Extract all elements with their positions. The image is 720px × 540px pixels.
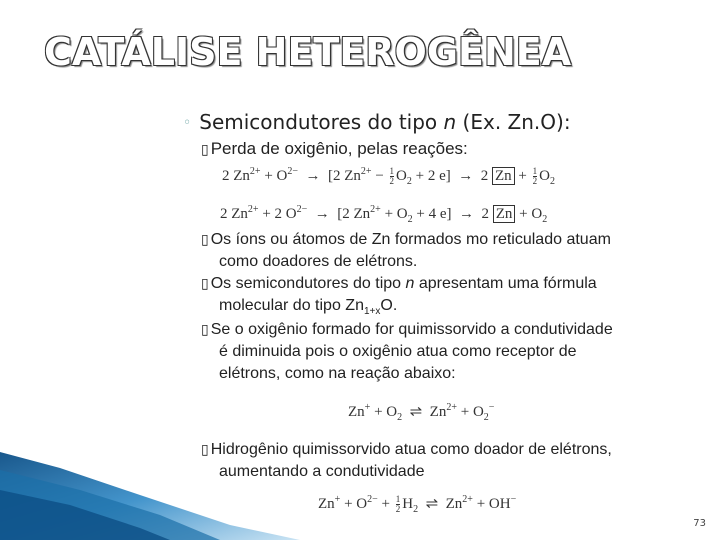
bullet-3-em: n [405, 275, 415, 292]
bullet-5-line-1: Hidrogênio quimissorvido atua como doador de elétrons, [210, 441, 612, 458]
bullet-4-line-2: é diminuida pois o oxigênio atua como receptor de [219, 343, 577, 360]
level1-heading [183, 110, 571, 134]
bullet-2-line-2: como doadores de elétrons. [219, 253, 418, 270]
bullet-3-formula-post: O. [380, 297, 398, 314]
bullet-marker-icon: ▯ [201, 321, 209, 337]
page-number: 73 [693, 518, 706, 529]
bullet-3-formula-pre: molecular do tipo Zn [219, 297, 364, 314]
bullet-4-line-3: elétrons, como na reação abaixo: [219, 365, 456, 382]
bullet-5-line-2: aumentando a condutividade [219, 463, 425, 480]
bullet-2 [201, 228, 689, 273]
bullet-marker-icon: ▯ [201, 141, 209, 157]
bullet-marker-icon: ▯ [201, 275, 209, 291]
bullet-1-text: Perda de oxigênio, pelas reações: [210, 139, 468, 158]
equation-4: $Zn^+ + O^{2-}$ + $\frac{1}{2}$ $H_2$ ⇌ $Zn^{2+} + OH^-$ [318, 494, 517, 515]
bullet-1 [201, 138, 689, 160]
level1-em: n [443, 110, 457, 134]
page-title: CATÁLISE HETEROGÊNEA [44, 30, 572, 74]
level1-text: Semicondutores do tipo [199, 110, 444, 134]
equation-1: 2 $Zn^{2+} + O^{2-} \to [2$ $Zn^{2+}$ − $\frac{1}{2}$ $O_2 + 2$ e] → 2 Zn + $\frac{1}{2}$ $O_2$ [222, 166, 555, 187]
bullet-4 [201, 318, 689, 385]
equation-3: $Zn^+ + O_2$ ⇌ $Zn^{2+} + O_2^-$ [348, 402, 495, 423]
bullet-3-text: Os semicondutores do tipo [210, 275, 406, 292]
bullet-3-text-end: apresentam uma fórmula [414, 275, 597, 292]
bullet-3 [201, 272, 689, 323]
bullet-3-formula-sub: 1+x [363, 306, 381, 318]
circle-bullet-icon: ◦ [183, 115, 192, 131]
bullet-4-line-1: Se o oxigênio formado for quimissorvido a condutividade [210, 321, 613, 338]
level1-text-end: (Ex. Zn.O): [456, 110, 571, 134]
equation-2: 2 $Zn^{2+} + 2$ $O^{2-} \to [2$ $Zn^{2+} + O_2 + 4$ e] → 2 $Zn + O_2$ [220, 204, 548, 225]
bullet-2-line-1: Os íons ou átomos de Zn formados mo reticulado atuam [210, 231, 611, 248]
bullet-marker-icon: ▯ [201, 231, 209, 247]
bullet-marker-icon: ▯ [201, 441, 209, 457]
bullet-5 [201, 438, 689, 483]
